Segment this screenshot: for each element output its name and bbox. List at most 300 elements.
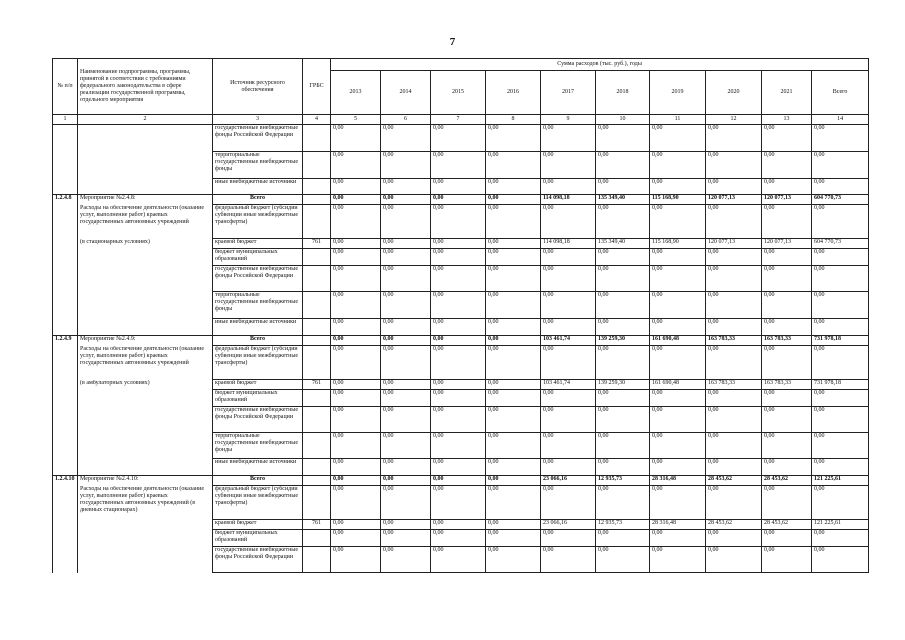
row-value: 0,00: [486, 346, 541, 380]
row-value: 0,00: [541, 486, 596, 520]
row-code: 1.2.4.10: [53, 476, 78, 486]
row-value: 0,00: [762, 125, 812, 152]
table-row: [53, 266, 869, 292]
row-total-value: 121 225,61: [812, 476, 869, 486]
row-value: 0,00: [431, 459, 486, 476]
row-value: 0,00: [650, 346, 706, 380]
row-value: 0,00: [650, 266, 706, 292]
row-value: 115 168,90: [650, 195, 706, 205]
row-name: [78, 249, 213, 266]
row-value: 0,00: [596, 390, 650, 407]
row-value: 0,00: [381, 239, 431, 249]
row-value: 0,00: [541, 319, 596, 336]
column-number: 11: [650, 115, 706, 125]
row-source: государственные внебюджетные фонды Российской Федерации: [213, 125, 303, 152]
column-number: 8: [486, 115, 541, 125]
column-number: 2: [78, 115, 213, 125]
row-source: Всего: [213, 476, 303, 486]
row-value: 0,00: [762, 266, 812, 292]
table-row: [53, 486, 869, 520]
row-code: 1.2.4.8: [53, 195, 78, 205]
row-total-value: 0,00: [812, 433, 869, 459]
row-total-value: 0,00: [812, 179, 869, 195]
header-year: 2018: [596, 71, 650, 115]
table-row: [53, 179, 869, 195]
row-grbs: [303, 530, 331, 547]
row-name: Мероприятие №2.4.10:: [78, 476, 213, 486]
row-value: 0,00: [762, 319, 812, 336]
column-number: 4: [303, 115, 331, 125]
row-value: 0,00: [381, 319, 431, 336]
row-value: 0,00: [650, 292, 706, 319]
row-value: 0,00: [762, 390, 812, 407]
row-value: 0,00: [331, 336, 381, 346]
row-value: 163 783,33: [762, 336, 812, 346]
row-name: Расходы на обеспечение деятельности (оказание услуг, выполнение работ) краевых государственных автономных учреждений (в дневных стационарах): [78, 486, 213, 520]
row-code: [53, 179, 78, 195]
row-source: краевой бюджет: [213, 380, 303, 390]
row-value: 0,00: [331, 530, 381, 547]
row-value: 0,00: [650, 530, 706, 547]
row-value: 0,00: [331, 239, 381, 249]
row-value: 0,00: [650, 459, 706, 476]
row-code: [53, 266, 78, 292]
page-number: 7: [449, 36, 456, 48]
row-value: 0,00: [431, 547, 486, 573]
row-code: [53, 205, 78, 239]
row-value: 0,00: [431, 292, 486, 319]
table-body: [53, 125, 869, 573]
row-value: 0,00: [431, 152, 486, 179]
column-number: 9: [541, 115, 596, 125]
row-name: (в стационарных условиях): [78, 239, 213, 249]
row-grbs: [303, 486, 331, 520]
row-value: 120 077,13: [762, 195, 812, 205]
row-value: 0,00: [381, 380, 431, 390]
row-value: 0,00: [381, 459, 431, 476]
row-code: [53, 346, 78, 380]
row-value: 0,00: [331, 152, 381, 179]
row-name: Мероприятие №2.4.9:: [78, 336, 213, 346]
column-number: 5: [331, 115, 381, 125]
row-source: государственные внебюджетные фонды Российской Федерации: [213, 547, 303, 573]
table-row: [53, 476, 869, 486]
header-year: 2020: [706, 71, 762, 115]
row-value: 0,00: [486, 547, 541, 573]
row-code: [53, 547, 78, 573]
row-value: 0,00: [431, 433, 486, 459]
row-grbs: 761: [303, 380, 331, 390]
row-value: 12 935,73: [596, 520, 650, 530]
row-grbs: [303, 346, 331, 380]
row-total-value: 0,00: [812, 459, 869, 476]
row-value: 0,00: [596, 249, 650, 266]
row-value: 139 259,30: [596, 336, 650, 346]
row-code: [53, 152, 78, 179]
row-value: 0,00: [431, 476, 486, 486]
row-grbs: [303, 407, 331, 433]
row-value: 0,00: [331, 292, 381, 319]
row-value: 0,00: [762, 486, 812, 520]
row-value: 0,00: [706, 179, 762, 195]
row-value: 120 077,13: [762, 239, 812, 249]
table-row: [53, 547, 869, 573]
row-total-value: 0,00: [812, 125, 869, 152]
column-number: 6: [381, 115, 431, 125]
row-value: 0,00: [650, 433, 706, 459]
row-value: 0,00: [596, 152, 650, 179]
row-value: 0,00: [331, 179, 381, 195]
row-value: 0,00: [596, 319, 650, 336]
row-total-value: 604 770,73: [812, 195, 869, 205]
header-sum: Сумма расходов (тыс. руб.), годы: [331, 59, 869, 71]
table-row: [53, 346, 869, 380]
row-value: 28 316,48: [650, 476, 706, 486]
row-grbs: [303, 547, 331, 573]
row-value: 0,00: [706, 125, 762, 152]
header-year-total: Всего: [812, 71, 869, 115]
row-value: 139 259,30: [596, 380, 650, 390]
row-value: 0,00: [431, 266, 486, 292]
row-source: иные внебюджетные источники: [213, 319, 303, 336]
row-value: 0,00: [762, 407, 812, 433]
row-total-value: 0,00: [812, 346, 869, 380]
row-value: 0,00: [762, 249, 812, 266]
row-value: 0,00: [596, 433, 650, 459]
row-value: 120 077,13: [706, 195, 762, 205]
row-source: Всего: [213, 336, 303, 346]
row-value: 0,00: [706, 205, 762, 239]
row-source: бюджет муниципальных образований: [213, 249, 303, 266]
row-value: 0,00: [431, 239, 486, 249]
row-value: 0,00: [650, 390, 706, 407]
row-value: 0,00: [381, 292, 431, 319]
row-grbs: [303, 195, 331, 205]
header-year: 2019: [650, 71, 706, 115]
row-value: 0,00: [706, 266, 762, 292]
row-grbs: [303, 205, 331, 239]
row-value: 0,00: [381, 547, 431, 573]
row-value: 0,00: [381, 179, 431, 195]
row-total-value: 0,00: [812, 407, 869, 433]
row-value: 0,00: [486, 459, 541, 476]
row-name: [78, 179, 213, 195]
row-source: иные внебюджетные источники: [213, 459, 303, 476]
row-total-value: 604 770,73: [812, 239, 869, 249]
row-code: [53, 433, 78, 459]
row-grbs: [303, 319, 331, 336]
row-code: [53, 239, 78, 249]
row-code: [53, 319, 78, 336]
row-value: 103 461,74: [541, 336, 596, 346]
row-value: 0,00: [596, 486, 650, 520]
table-row: [53, 459, 869, 476]
row-name: [78, 520, 213, 530]
row-value: 0,00: [331, 319, 381, 336]
row-total-value: 0,00: [812, 319, 869, 336]
row-code: [53, 380, 78, 390]
row-value: 0,00: [431, 530, 486, 547]
row-value: 0,00: [331, 476, 381, 486]
row-value: 23 066,16: [541, 476, 596, 486]
header-year: 2017: [541, 71, 596, 115]
row-value: 0,00: [431, 319, 486, 336]
row-value: 0,00: [331, 433, 381, 459]
row-value: 0,00: [706, 319, 762, 336]
row-code: [53, 249, 78, 266]
row-value: 0,00: [706, 346, 762, 380]
row-grbs: [303, 476, 331, 486]
row-grbs: [303, 125, 331, 152]
row-total-value: 121 225,61: [812, 520, 869, 530]
row-value: 0,00: [486, 520, 541, 530]
row-value: 0,00: [650, 179, 706, 195]
row-value: 0,00: [331, 390, 381, 407]
row-value: 0,00: [706, 486, 762, 520]
header-year: 2013: [331, 71, 381, 115]
row-value: 0,00: [706, 530, 762, 547]
row-value: 135 349,40: [596, 195, 650, 205]
row-value: 114 098,18: [541, 239, 596, 249]
row-grbs: [303, 433, 331, 459]
header-year: 2016: [486, 71, 541, 115]
row-value: 0,00: [381, 249, 431, 266]
row-code: [53, 407, 78, 433]
row-value: 0,00: [650, 205, 706, 239]
row-value: 114 098,18: [541, 195, 596, 205]
row-code: [53, 390, 78, 407]
row-value: 0,00: [431, 195, 486, 205]
row-value: 0,00: [381, 346, 431, 380]
row-total-value: 0,00: [812, 292, 869, 319]
row-code: [53, 530, 78, 547]
row-value: 135 349,40: [596, 239, 650, 249]
row-name: Расходы на обеспечение деятельности (оказание услуг, выполнение работ) краевых государственных автономных учреждений: [78, 346, 213, 380]
row-code: [53, 520, 78, 530]
row-value: 0,00: [541, 152, 596, 179]
row-value: 0,00: [331, 205, 381, 239]
row-value: 0,00: [541, 125, 596, 152]
row-value: 0,00: [762, 530, 812, 547]
row-value: 0,00: [541, 346, 596, 380]
row-value: 0,00: [596, 547, 650, 573]
row-name: [78, 433, 213, 459]
row-name: [78, 407, 213, 433]
table-row: [53, 336, 869, 346]
header-year: 2015: [431, 71, 486, 115]
column-number: 1: [53, 115, 78, 125]
row-value: 0,00: [762, 152, 812, 179]
table-row: [53, 292, 869, 319]
row-total-value: 0,00: [812, 249, 869, 266]
row-value: 0,00: [596, 346, 650, 380]
header-year: 2021: [762, 71, 812, 115]
row-value: 0,00: [596, 459, 650, 476]
row-value: 0,00: [596, 407, 650, 433]
row-value: 0,00: [650, 486, 706, 520]
row-total-value: 0,00: [812, 205, 869, 239]
row-value: 0,00: [541, 547, 596, 573]
row-code: [53, 459, 78, 476]
row-value: 0,00: [706, 459, 762, 476]
row-value: 0,00: [706, 407, 762, 433]
row-value: 28 453,62: [706, 520, 762, 530]
row-value: 115 168,90: [650, 239, 706, 249]
row-grbs: [303, 459, 331, 476]
row-source: территориальные государственные внебюджетные фонды: [213, 292, 303, 319]
row-value: 0,00: [486, 486, 541, 520]
row-value: 0,00: [486, 195, 541, 205]
row-value: 0,00: [381, 476, 431, 486]
row-value: 0,00: [381, 195, 431, 205]
row-source: федеральный бюджет (субсидии субвенции иные межбюджетные трансферты): [213, 346, 303, 380]
row-value: 28 316,48: [650, 520, 706, 530]
row-value: 0,00: [431, 205, 486, 239]
row-code: [53, 292, 78, 319]
table-row: [53, 407, 869, 433]
row-source: федеральный бюджет (субсидии субвенции иные межбюджетные трансферты): [213, 205, 303, 239]
column-number: 14: [812, 115, 869, 125]
row-value: 0,00: [486, 239, 541, 249]
row-name: [78, 125, 213, 152]
row-value: 0,00: [650, 407, 706, 433]
row-value: 0,00: [381, 486, 431, 520]
row-value: 0,00: [486, 319, 541, 336]
row-value: 0,00: [431, 125, 486, 152]
row-value: 0,00: [596, 125, 650, 152]
row-name: [78, 319, 213, 336]
row-value: 0,00: [381, 152, 431, 179]
row-value: 0,00: [381, 125, 431, 152]
row-total-value: 731 978,18: [812, 336, 869, 346]
row-value: 0,00: [381, 336, 431, 346]
row-value: 0,00: [541, 205, 596, 239]
table-row: [53, 239, 869, 249]
row-value: 0,00: [331, 266, 381, 292]
row-value: 0,00: [331, 249, 381, 266]
row-value: 120 077,13: [706, 239, 762, 249]
header-grbs: ГРБС: [303, 59, 331, 115]
row-value: 0,00: [331, 547, 381, 573]
row-grbs: [303, 266, 331, 292]
row-value: 0,00: [381, 390, 431, 407]
header-year: 2014: [381, 71, 431, 115]
row-name: Расходы на обеспечение деятельности (оказание услуг, выполнение работ) краевых государственных автономных учреждений: [78, 205, 213, 239]
row-value: 0,00: [486, 125, 541, 152]
row-value: 0,00: [762, 179, 812, 195]
row-value: 0,00: [486, 336, 541, 346]
row-value: 0,00: [541, 433, 596, 459]
row-value: 0,00: [486, 390, 541, 407]
row-value: 0,00: [596, 266, 650, 292]
row-value: 0,00: [650, 152, 706, 179]
row-value: 103 461,74: [541, 380, 596, 390]
row-value: 0,00: [381, 266, 431, 292]
row-value: 0,00: [650, 125, 706, 152]
row-grbs: 761: [303, 520, 331, 530]
row-value: 0,00: [762, 205, 812, 239]
row-value: 0,00: [486, 292, 541, 319]
row-source: краевой бюджет: [213, 520, 303, 530]
row-value: 0,00: [431, 249, 486, 266]
row-value: 0,00: [381, 205, 431, 239]
row-value: 0,00: [596, 205, 650, 239]
table-row: [53, 530, 869, 547]
table-row: [53, 380, 869, 390]
row-name: [78, 530, 213, 547]
row-value: 161 690,48: [650, 336, 706, 346]
row-value: 0,00: [650, 547, 706, 573]
row-value: 0,00: [381, 407, 431, 433]
row-value: 0,00: [541, 407, 596, 433]
header-name: Наименование подпрограммы, программы, принятой в соответствии с требованиями федерального законодательства в сфере реализации государственной программы, отдельного мероприятия: [78, 59, 213, 115]
row-value: 0,00: [706, 433, 762, 459]
row-value: 28 453,62: [706, 476, 762, 486]
row-value: 0,00: [486, 407, 541, 433]
row-value: 0,00: [650, 249, 706, 266]
row-value: 0,00: [650, 319, 706, 336]
row-value: 0,00: [331, 125, 381, 152]
row-grbs: [303, 336, 331, 346]
row-value: 0,00: [706, 390, 762, 407]
row-value: 0,00: [596, 530, 650, 547]
row-value: 161 690,48: [650, 380, 706, 390]
row-name: [78, 390, 213, 407]
column-number: 10: [596, 115, 650, 125]
row-value: 0,00: [331, 346, 381, 380]
row-value: 0,00: [486, 249, 541, 266]
row-value: 0,00: [431, 179, 486, 195]
row-value: 0,00: [486, 380, 541, 390]
row-value: 163 783,33: [706, 336, 762, 346]
row-grbs: [303, 152, 331, 179]
row-value: 0,00: [331, 486, 381, 520]
row-value: 0,00: [331, 459, 381, 476]
table-row: [53, 319, 869, 336]
row-value: 28 453,62: [762, 520, 812, 530]
row-value: 0,00: [486, 205, 541, 239]
row-value: 0,00: [706, 249, 762, 266]
row-name: (в амбулаторных условиях): [78, 380, 213, 390]
row-total-value: 0,00: [812, 390, 869, 407]
row-value: 0,00: [541, 459, 596, 476]
row-value: 0,00: [762, 346, 812, 380]
row-value: 0,00: [486, 476, 541, 486]
row-value: 0,00: [331, 380, 381, 390]
budget-table: [52, 58, 869, 573]
row-value: 0,00: [486, 433, 541, 459]
row-value: 28 453,62: [762, 476, 812, 486]
row-value: 0,00: [431, 407, 486, 433]
row-source: бюджет муниципальных образований: [213, 530, 303, 547]
row-value: 0,00: [431, 390, 486, 407]
row-source: краевой бюджет: [213, 239, 303, 249]
row-value: 0,00: [381, 520, 431, 530]
row-value: 0,00: [431, 346, 486, 380]
column-number: 7: [431, 115, 486, 125]
table-row: [53, 390, 869, 407]
row-code: [53, 486, 78, 520]
table-row: [53, 205, 869, 239]
row-source: государственные внебюджетные фонды Российской Федерации: [213, 266, 303, 292]
row-value: 0,00: [762, 459, 812, 476]
row-grbs: [303, 292, 331, 319]
row-value: 0,00: [706, 547, 762, 573]
row-value: 0,00: [762, 433, 812, 459]
header-num: № п/п: [53, 59, 78, 115]
row-total-value: 731 978,18: [812, 380, 869, 390]
row-value: 0,00: [486, 530, 541, 547]
